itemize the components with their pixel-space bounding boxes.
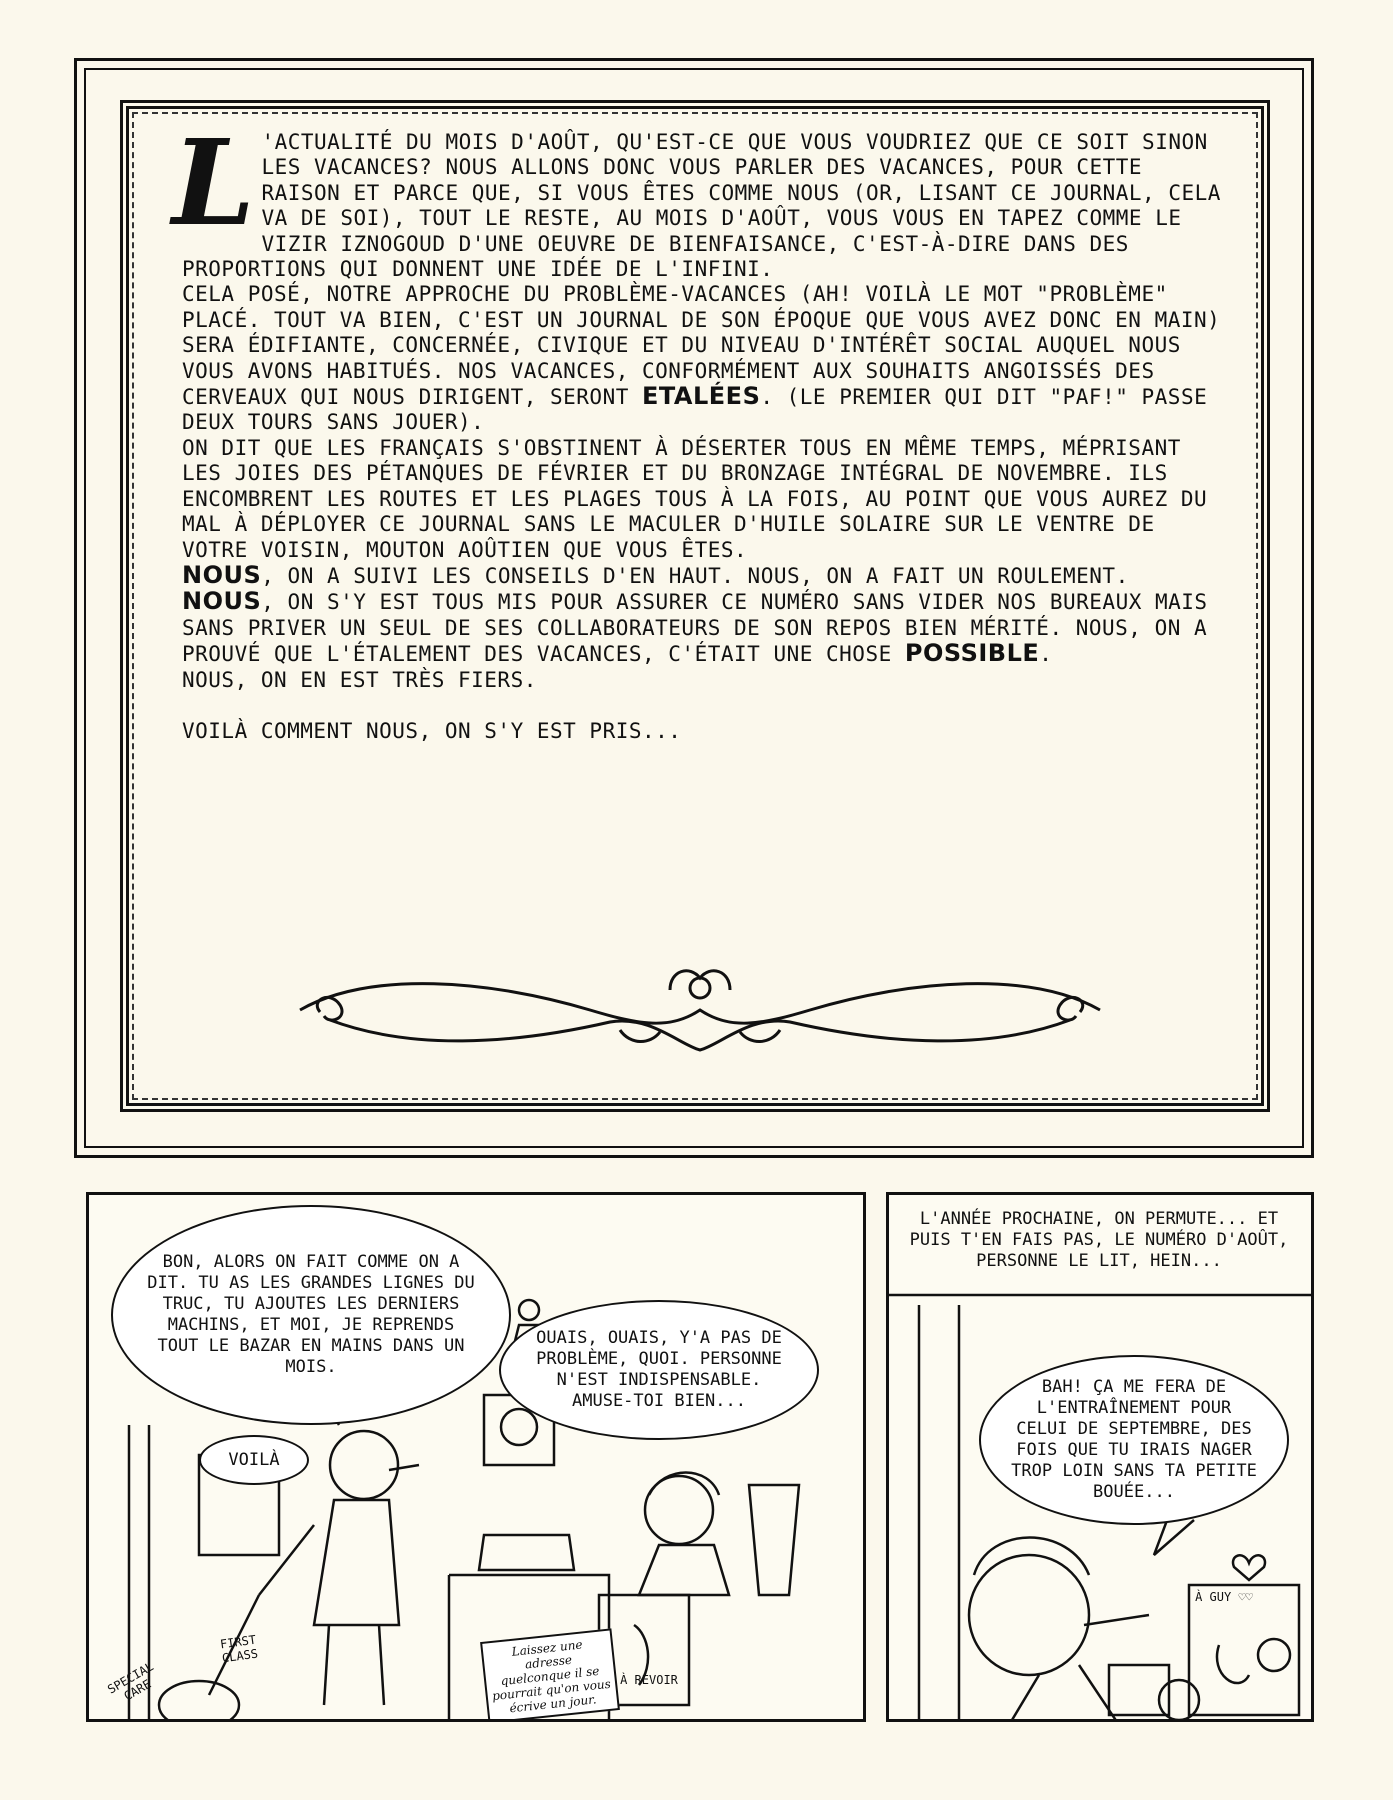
paragraph-1: 'ACTUALITÉ DU MOIS D'AOÛT, QU'EST-CE QUE VOUS VOUDRIEZ QUE CE SOIT SINON LES VACANCES? NOUS ALLONS DONC VOUS PARLER DES VACANCES, POUR CETTE RAISON ET PARCE QUE, SI VOUS ÊTES COMME NOUS (OR, LISANT CE JOURNAL, CELA VA DE SOI), TOUT LE RESTE, AU MOIS D'AOÛT, VOUS VOUS EN TAPEZ COMME LE VIZIR IZNOGOUD D'UNE OEUVRE DE BIENFAISANCE, C'EST-À-DIRE DANS DES PROPORTIONS QUI DONNENT UNE IDÉE DE L'INFINI. (182, 130, 1221, 282)
paragraph-5: NOUS, ON EN EST TRÈS FIERS. (182, 667, 537, 692)
comic-panel-1 (86, 1192, 866, 1722)
paragraph-4-c: . (1039, 642, 1053, 667)
nous-bold-2: NOUS (182, 587, 262, 616)
postcard-text: À GUY ♡♡ (1195, 1590, 1253, 1604)
speech-balloon-reply (499, 1300, 819, 1440)
paragraph-3: ON DIT QUE LES FRANÇAIS S'OBSTINENT À DÉSERTER TOUS EN MÊME TEMPS, MÉPRISANT LES JOIES DES PÉTANQUES DE FÉVRIER ET DU BRONZAGE INTÉGRAL DE NOVEMBRE. ILS ENCOMBRENT LES ROUTES ET LES PLAGES TOUS À LA FOIS, AU POINT QUE VOUS AUREZ DU MAL À DÉPLOYER CE JOURNAL SANS LE MACULER D'HUILE SOLAIRE SUR LE VENTRE DE VOTRE VOISIN, MOUTON AOÛTIEN QUE VOUS ÊTES. (182, 435, 1208, 562)
paragraph-2-post: . (LE PREMIER QUI DIT "PAF!" PASSE DEUX TOURS SANS JOUER). (182, 385, 1208, 435)
paragraph-4-a: , ON A SUIVI LES CONSEILS D'EN HAUT. NOUS, ON A FAIT UN ROULEMENT. (261, 563, 1129, 588)
paragraph-2 (182, 282, 1222, 435)
dropcap: L (172, 113, 256, 252)
paragraph-4 (182, 560, 1222, 668)
comic-panel-2 (886, 1192, 1314, 1722)
special-care-label: SPECIAL CARE (105, 1659, 156, 1704)
etalees-bold: ETALÉES (642, 382, 761, 411)
balloon-reply-text: OUAIS, OUAIS, Y'A PAS DE PROBLÈME, QUOI. PERSONNE N'EST INDISPENSABLE. AMUSE-TOI BIEN... (536, 1328, 782, 1411)
revoir-sign: À REVOIR (620, 1673, 678, 1687)
flourish-ornament (290, 950, 1110, 1070)
paragraph-2-pre: CELA POSÉ, NOTRE APPROCHE DU PROBLÈME-VACANCES (AH! VOILÀ LE MOT "PROBLÈME" PLACÉ. TOUT VA BIEN, C'EST UN JOURNAL DE SON ÉPOQUE QUE VOUS AVEZ DONC EN MAIN) SERA ÉDIFIANTE, CONCERNÉE, CIVIQUE ET DU NIVEAU D'INTÉRÊT SOCIAL AUQUEL NOUS VOUS AVONS HABITUÉS. NOS VACANCES, CONFORMÉMENT AUX SOUHAITS ANGOISSÉS DES CERVEAUX QUI NOUS DIRIGENT, SERONT (182, 282, 1221, 410)
speech-balloon-boss (111, 1205, 511, 1425)
note-sign: Laissez une adresse quelconque il se pourrait qu'on vous écrive un jour. (480, 1628, 620, 1722)
speech-balloon-panel2 (979, 1355, 1289, 1525)
paragraph-4-b: , ON S'Y EST TOUS MIS POUR ASSURER CE NUMÉRO SANS VIDER NOS BUREAUX MAIS SANS PRIVER UN SEUL DE SES COLLABORATEURS DE SON REPOS BIEN MÉRITÉ. NOUS, ON A PROUVÉ QUE L'ÉTALEMENT DES VACANCES, C'ÉTAIT UNE CHOSE (182, 590, 1208, 667)
paragraph-6: VOILÀ COMMENT NOUS, ON S'Y EST PRIS... (182, 718, 682, 743)
possible-bold: POSSIBLE (904, 639, 1040, 668)
speech-balloon-voila (199, 1435, 309, 1485)
balloon-voila-text: VOILÀ (228, 1449, 280, 1470)
nous-bold-1: NOUS (182, 560, 262, 589)
first-class-label: FIRST CLASS (219, 1632, 259, 1666)
editorial-text (172, 113, 1222, 744)
balloon-panel2-text: BAH! ÇA ME FERA DE L'ENTRAÎNEMENT POUR CELUI DE SEPTEMBRE, DES FOIS QUE TU IRAIS NAGER TROP LOIN SANS TA PETITE BOUÉE... (1011, 1377, 1257, 1502)
balloon-boss-text: BON, ALORS ON FAIT COMME ON A DIT. TU AS LES GRANDES LIGNES DU TRUC, TU AJOUTES LES DERNIERS MACHINS, ET MOI, JE REPRENDS TOUT LE BAZAR EN MAINS DANS UN MOIS. (147, 1252, 475, 1377)
caption-box: L'ANNÉE PROCHAINE, ON PERMUTE... ET PUIS T'EN FAIS PAS, LE NUMÉRO D'AOÛT, PERSONNE LE LIT, HEIN... (909, 1209, 1289, 1271)
spacer (182, 693, 1222, 719)
